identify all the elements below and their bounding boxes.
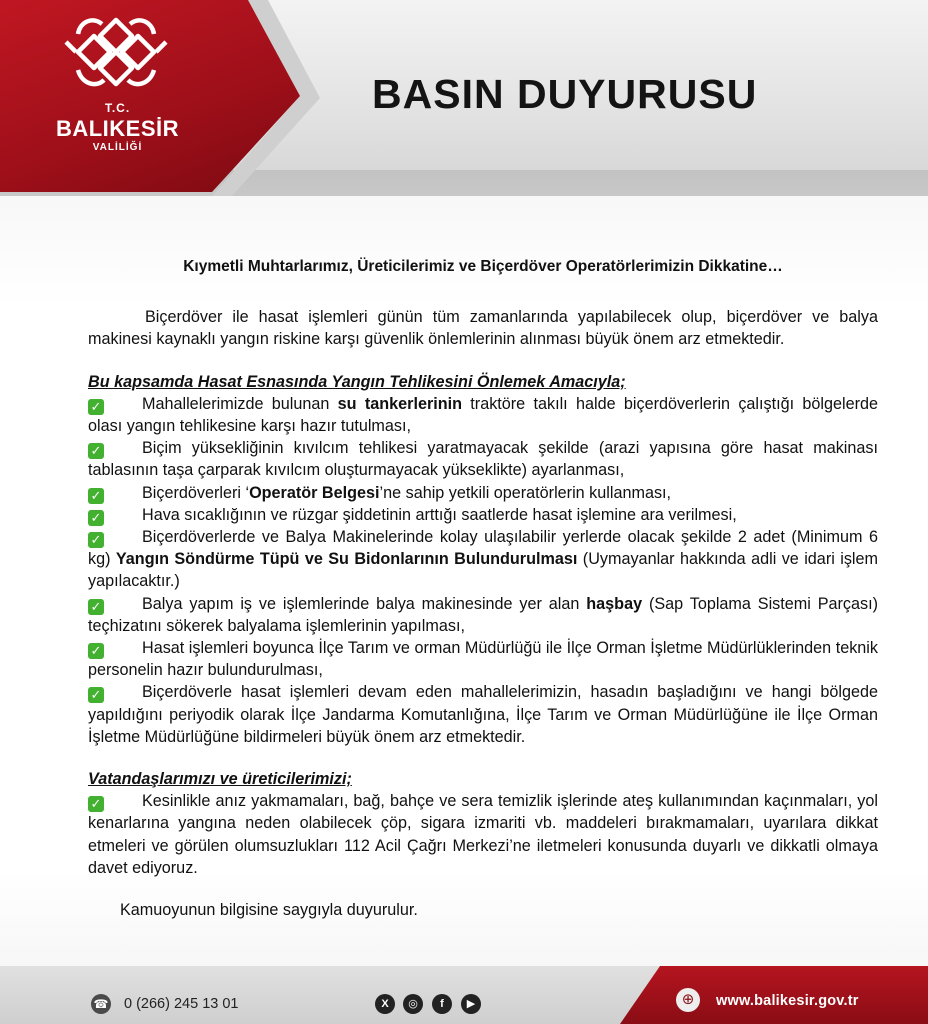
checkmark-icon: ✓ — [88, 643, 104, 659]
checkmark-icon: ✓ — [88, 443, 104, 459]
section2-heading: Vatandaşlarımızı ve üreticilerimizi; — [88, 770, 352, 789]
item-text: Hava sıcaklığının ve rüzgar şiddetinin arttığı saatlerde hasat işlemine ara verilmesi, — [142, 505, 737, 524]
item-text: (Uymayanlar hakkında adli ve idari işlem yapılacaktır.) — [88, 550, 878, 591]
list-item — [88, 393, 878, 437]
facebook-icon[interactable]: f — [432, 994, 452, 1014]
globe-icon: ⊕ — [676, 988, 700, 1012]
item-text: Biçim yüksekliğinin kıvılcım tehlikesi yaratmayacak şekilde (arazi yapısına göre hasat makinası tablasının taşa çarparak kıvılcım oluşturmayacak yükseklikte) ayarlanması, — [88, 439, 878, 480]
item-bold: Yangın Söndürme Tüpü ve Su Bidonlarının Bulundurulması — [115, 550, 578, 569]
item-text: Hasat işlemleri boyunca İlçe Tarım ve orman Müdürlüğü ile İlçe Orman İşletme Müdürlüklerinden teknik personelin hazır bulundurulması, — [88, 639, 878, 680]
list-item — [88, 437, 878, 481]
list-item — [88, 526, 878, 593]
item-text: Biçerdöverleri ‘ — [142, 483, 250, 502]
item-text: (Sap Toplama Sistemi Parçası) teçhizatını sökerek balyalama işlemlerinin yapılması, — [88, 594, 878, 635]
page-title: BASIN DUYURUSU — [372, 71, 758, 117]
phone-icon: ☎ — [91, 994, 111, 1014]
list-item — [88, 593, 878, 637]
x-icon[interactable]: X — [375, 994, 395, 1014]
list-item — [88, 790, 878, 879]
checkmark-icon: ✓ — [88, 599, 104, 615]
section1-heading: Bu kapsamda Hasat Esnasında Yangın Tehlikesini Önlemek Amacıyla; — [88, 372, 626, 391]
closing-line: Kamuoyunun bilgisine saygıyla duyurulur. — [120, 901, 418, 920]
list-item — [88, 482, 878, 504]
item-bold: haşbay — [586, 594, 643, 613]
list-item — [88, 504, 878, 526]
list-item — [88, 637, 878, 681]
item-text: Balya yapım iş ve işlemlerinde balya makinesinde yer alan — [142, 594, 587, 613]
checkmark-icon: ✓ — [88, 796, 104, 812]
checkmark-icon: ✓ — [88, 399, 104, 415]
item-text: Kesinlikle anız yakmamaları, bağ, bahçe ve sera temizlik işlerinde ateş kullanımından kaçınmaları, yol kenarlarına yangına neden olabilecek çöp, sigara izmariti vb. maddeleri bırakmamaları, uyarılara dikkat etmeleri ve görülen olumsuzlukları 112 Acil Çağrı Merkezi’ne iletmeleri konusunda duyarlı ve dikkatli olmaya davet ediyoruz. — [88, 792, 878, 877]
youtube-icon[interactable]: ▶ — [461, 994, 481, 1014]
item-bold: Operatör Belgesi — [249, 483, 380, 502]
list-item — [88, 681, 878, 748]
item-text: Biçerdöverle hasat işlemleri devam eden mahallelerimizin, hasadın başladığını ve hangi bölgede yapıldığını periyodik olarak İlçe Jandarma Komutanlığına, İlçe Tarım ve Orman Müdürlüğüne ile İlçe Orman İşletme Müdürlüğüne bildirmeleri büyük önem arz etmektedir. — [88, 683, 878, 746]
website-link[interactable]: www.balikesir.gov.tr — [716, 993, 859, 1009]
item-text: traktöre takılı halde biçerdöverlerin çalıştığı bölgelerde olası yangın tehlikesine karşı hazır tutulması, — [88, 394, 879, 436]
org-subtitle: VALİLİĞİ — [92, 142, 143, 153]
header — [0, 0, 928, 196]
phone-number[interactable]: 0 (266) 245 13 01 — [124, 996, 239, 1012]
checkmark-icon: ✓ — [88, 532, 104, 548]
item-text: Biçerdöverlerde ve Balya Makinelerinde kolay ulaşılabilir yerlerde olacak şekilde 2 adet (Minimum 6 kg) — [88, 528, 878, 569]
salutation: Kıymetli Muhtarlarımız, Üreticilerimiz ve Biçerdöver Operatörlerimizin Dikkatine… — [183, 258, 783, 275]
checkmark-icon: ✓ — [88, 488, 104, 504]
instagram-icon[interactable]: ◎ — [403, 994, 423, 1014]
item-text: ’ne sahip yetkili operatörlerin kullanması, — [379, 483, 672, 502]
announcement-body — [88, 256, 878, 921]
item-text: Mahallelerimizde bulunan — [142, 394, 338, 413]
intro-paragraph: Biçerdöver ile hasat işlemleri günün tüm zamanlarında yapılabilecek olup, biçerdöver ve balya makinesi kaynaklı yangın riskine karşı güvenlik önlemlerinin alınması büyük önem arz etmektedir. — [88, 308, 878, 349]
checkmark-icon: ✓ — [88, 687, 104, 703]
item-bold: su tankerlerinin — [337, 394, 463, 413]
org-name: BALIKESİR — [55, 116, 180, 141]
org-prefix: T.C. — [104, 101, 131, 115]
governorship-logo-icon — [62, 14, 170, 92]
checkmark-icon: ✓ — [88, 510, 104, 526]
